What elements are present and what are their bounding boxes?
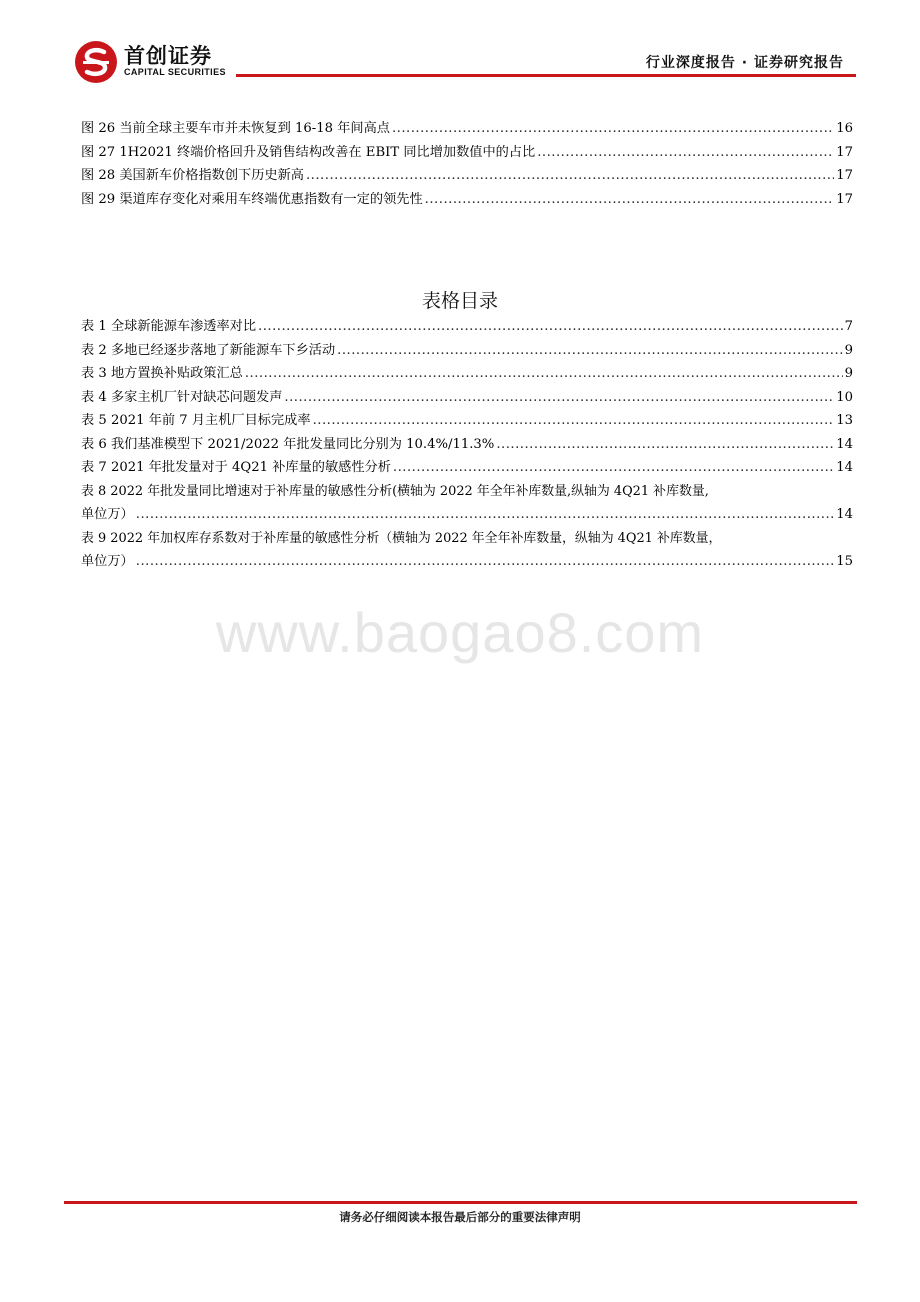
page-number: 17 [836, 168, 853, 183]
page-number: 9 [844, 366, 853, 381]
page-number: 16 [836, 121, 853, 136]
figure-index-item[interactable] [81, 141, 853, 165]
page-number: 15 [836, 554, 853, 569]
page-number: 13 [836, 413, 853, 428]
table-index-list [81, 315, 853, 574]
table-index-label-line2: 单位万） [81, 507, 134, 522]
table-index-label: 表 7 2021 年批发量对于 4Q21 补库量的敏感性分析 [81, 460, 391, 475]
table-index-label: 表 3 地方置换补贴政策汇总 [81, 366, 243, 381]
dot-leader [425, 188, 835, 212]
dot-leader [393, 456, 834, 480]
watermark-text: www.baogao8.com [215, 601, 705, 664]
table-index-item[interactable] [81, 339, 853, 363]
table-index-item[interactable] [81, 362, 853, 386]
table-index-item[interactable] [81, 480, 853, 527]
page-number: 14 [836, 460, 853, 475]
legal-disclaimer-footer: 请务必仔细阅读本报告最后部分的重要法律声明 [339, 1210, 581, 1224]
report-type-title: 行业深度报告 · 证券研究报告 [645, 55, 844, 71]
table-index-label: 表 6 我们基准模型下 2021/2022 年批发量同比分别为 10.4%/11.3% [81, 436, 495, 452]
dot-leader [284, 386, 834, 410]
page-number: 14 [836, 436, 853, 452]
table-index-item[interactable] [81, 315, 853, 339]
figure-index-label: 图 29 渠道库存变化对乘用车终端优惠指数有一定的领先性 [81, 191, 423, 207]
dot-leader [136, 550, 834, 574]
table-index-label: 表 4 多家主机厂针对缺芯问题发声 [81, 389, 283, 405]
page-number: 17 [836, 144, 853, 160]
figure-index-label: 图 28 美国新车价格指数创下历史新高 [81, 168, 304, 183]
table-index-label-line2: 单位万） [81, 554, 134, 569]
figure-index-item[interactable] [81, 188, 853, 212]
table-index-item[interactable] [81, 386, 853, 410]
dot-leader [496, 433, 834, 457]
figure-index-label: 图 27 1H2021 终端价格回升及销售结构改善在 EBIT 同比增加数值中的占比 [81, 144, 536, 160]
page-number: 10 [836, 389, 853, 405]
dot-leader [245, 362, 843, 386]
logo-english-name: CAPITAL SECURITIES [124, 67, 226, 77]
table-index-item[interactable] [81, 527, 853, 574]
table-index-item[interactable] [81, 456, 853, 480]
header-divider [236, 74, 856, 77]
page-number: 9 [844, 342, 853, 358]
table-index-label: 表 5 2021 年前 7 月主机厂目标完成率 [81, 413, 311, 428]
table-index-label-line1: 表 8 2022 年批发量同比增速对于补库量的敏感性分析(横轴为 2022 年全年补库数量,纵轴为 4Q21 补库数量, [81, 483, 709, 499]
figure-index-label: 图 26 当前全球主要车市并未恢复到 16-18 年间高点 [81, 121, 390, 136]
table-index-heading: 表格目录 [421, 290, 498, 312]
dot-leader [392, 117, 834, 141]
figure-index-list [81, 117, 853, 211]
dot-leader [537, 141, 834, 165]
figure-index-item[interactable] [81, 164, 853, 188]
dot-leader [136, 503, 834, 527]
capital-securities-logo-icon [74, 40, 118, 84]
logo-chinese-name: 首创证券 [124, 44, 212, 68]
dot-leader [306, 164, 834, 188]
table-index-label: 表 1 全球新能源车渗透率对比 [81, 319, 257, 334]
table-index-label: 表 2 多地已经逐步落地了新能源车下乡活动 [81, 342, 336, 358]
table-index-item[interactable] [81, 433, 853, 457]
page-header [0, 0, 920, 90]
dot-leader [313, 409, 835, 433]
footer-divider [64, 1201, 857, 1204]
dot-leader [337, 339, 842, 363]
table-index-item[interactable] [81, 409, 853, 433]
page-number: 7 [844, 319, 853, 334]
page-number: 17 [836, 191, 853, 207]
figure-index-item[interactable] [81, 117, 853, 141]
dot-leader [258, 315, 843, 339]
page-number: 14 [836, 507, 853, 522]
table-index-label-line1: 表 9 2022 年加权库存系数对于补库量的敏感性分析（横轴为 2022 年全年补库数量，纵轴为 4Q21 补库数量， [81, 530, 722, 546]
